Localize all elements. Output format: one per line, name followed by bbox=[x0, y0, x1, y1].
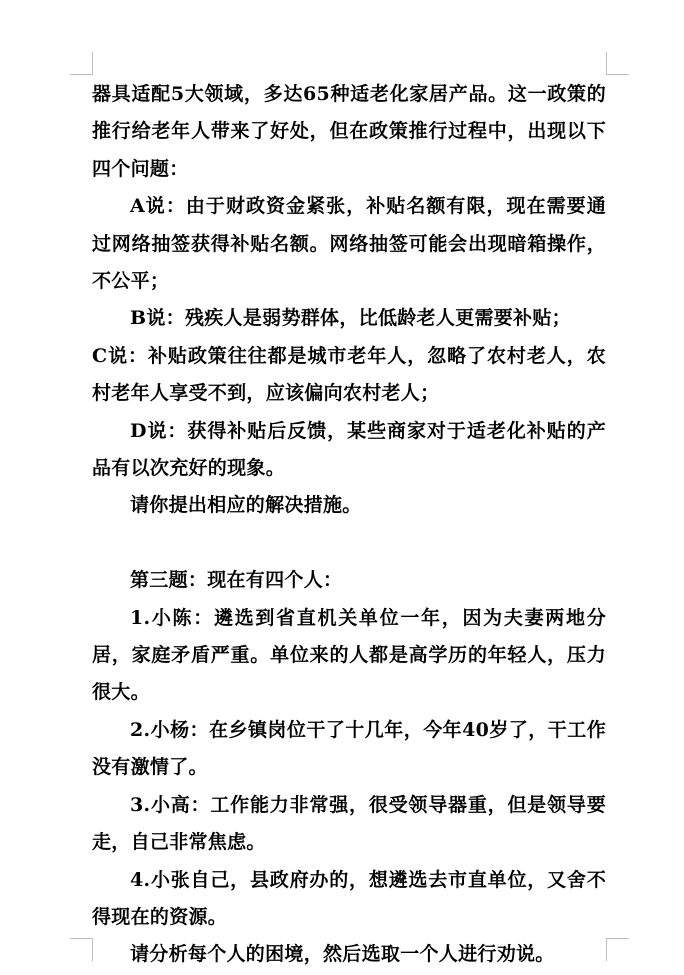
paragraph-person-3: 3.小高：工作能力非常强，很受领导器重，但是领导要走，自己非常焦虑。 bbox=[92, 793, 606, 854]
document-body bbox=[92, 76, 606, 974]
paragraph-question-prompt: 请你提出相应的解决措施。 bbox=[130, 494, 362, 517]
paragraph-final-prompt: 请分析每个人的困境，然后选取一个人进行劝说。 bbox=[130, 943, 555, 966]
paragraph-policy-intro: 器具适配5大领域，多达65种适老化家居产品。这一政策的推行给老年人带来了好处，但在政策推行过程中，出现以下四个问题： bbox=[92, 83, 606, 180]
paragraph-person-2: 2.小杨：在乡镇岗位干了十几年，今年40岁了，干工作没有激情了。 bbox=[92, 718, 606, 779]
paragraph-question-three-title: 第三题：现在有四个人： bbox=[130, 569, 343, 592]
paragraph-opinion-d: D说：获得补贴后反馈，某些商家对于适老化补贴的产品有以次充好的现象。 bbox=[92, 419, 606, 480]
crop-mark-bottom-left bbox=[70, 938, 93, 961]
crop-mark-top-right bbox=[606, 52, 629, 75]
paragraph-opinion-c: C说：补贴政策往往都是城市老年人，忽略了农村老人，农村老年人享受不到，应该偏向农村老人； bbox=[92, 344, 606, 405]
paragraph-opinion-a: A说：由于财政资金紧张，补贴名额有限，现在需要通过网络抽签获得补贴名额。网络抽签可能会出现暗箱操作，不公平； bbox=[92, 195, 606, 293]
paragraph-person-1: 1.小陈：遴选到省直机关单位一年，因为夫妻两地分居，家庭矛盾严重。单位来的人都是高学历的年轻人，压力很大。 bbox=[92, 606, 606, 704]
paragraph-person-4: 4.小张自己，县政府办的，想遴选去市直单位，又舍不得现在的资源。 bbox=[92, 868, 606, 928]
crop-mark-top-left bbox=[70, 52, 93, 75]
crop-mark-bottom-right bbox=[606, 938, 629, 961]
blank-line bbox=[92, 525, 606, 562]
paragraph-opinion-b: B说：残疾人是弱势群体，比低龄老人更需要补贴； bbox=[130, 307, 571, 330]
